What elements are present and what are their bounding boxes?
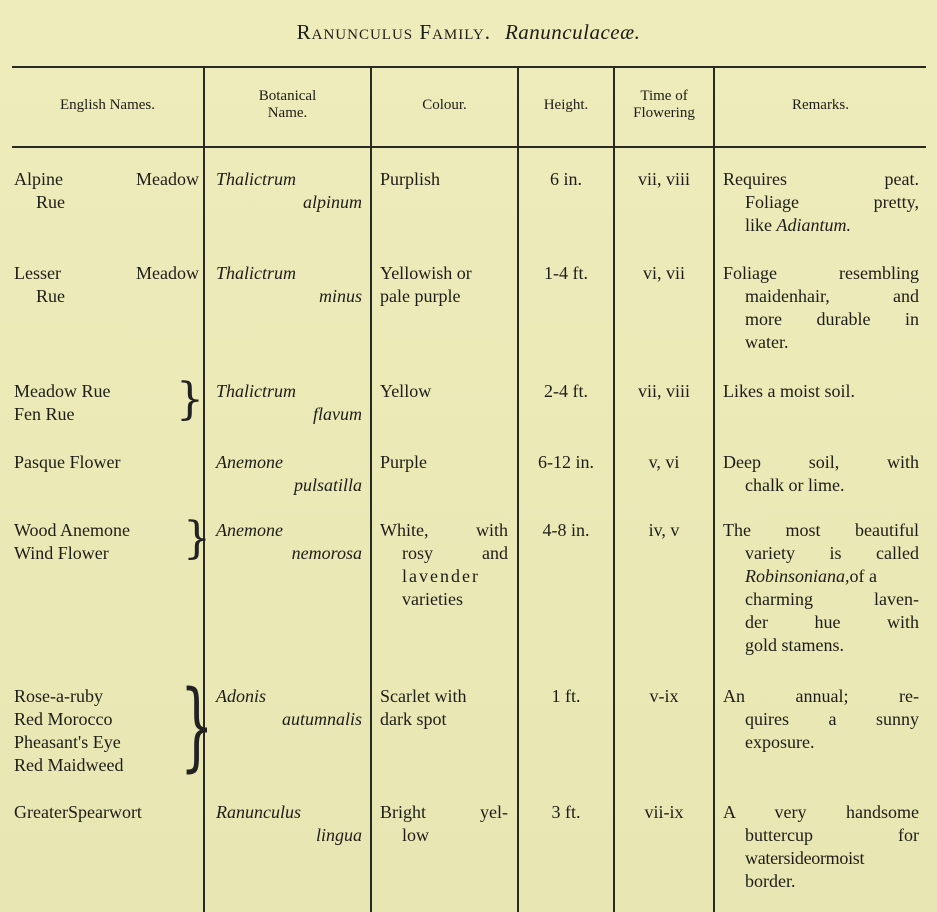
colour-line: low [402, 825, 429, 845]
remarks-line: water. [745, 332, 789, 352]
remarks-line: buttercup for [745, 825, 919, 845]
cell-remarks [723, 451, 919, 497]
cell-english [14, 519, 189, 565]
cell-colour [380, 801, 508, 847]
remarks-line: gold stamens. [745, 635, 844, 655]
remarks-line [723, 565, 919, 588]
header-remarks-text: Remarks. [791, 97, 850, 113]
remarks-line [723, 214, 919, 237]
flowering-value: v, vi [648, 452, 680, 472]
cell-remarks [723, 801, 919, 893]
height-value: 1-4 ft. [544, 263, 588, 283]
header-botanical-line: Botanical [258, 88, 317, 104]
colour-line: varieties [402, 589, 463, 609]
colour-line: Yellowish or [380, 263, 472, 283]
brace-icon: } [176, 374, 204, 425]
english-line: Rue [36, 286, 65, 306]
flowering-value: vii, viii [637, 169, 690, 189]
cell-english [14, 262, 199, 308]
colour-line: lavender [402, 566, 480, 586]
header-flowering-line: Time of [640, 88, 688, 104]
botanical-line: flavum [313, 404, 362, 424]
column-divider [203, 67, 205, 912]
botanical-line: Ranunculus [216, 802, 301, 822]
flowering-value: vi, vii [642, 263, 685, 283]
remarks-line: border. [745, 871, 796, 891]
english-line: Alpine Meadow [14, 169, 199, 189]
cell-botanical [216, 685, 362, 731]
cell-height [519, 451, 613, 474]
english-line: Lesser Meadow [14, 263, 199, 283]
remarks-line: exposure. [745, 732, 815, 752]
botanical-line: autumnalis [281, 709, 362, 729]
remarks-line: Foliage pretty, [745, 192, 919, 212]
header-colour-text: Colour. [422, 97, 467, 113]
flowering-value: vii, viii [637, 381, 690, 401]
colour-line: Scarlet with [380, 686, 467, 706]
remarks-line: quires a sunny [745, 709, 919, 729]
remarks-line: chalk or lime. [745, 475, 845, 495]
title-latin: Ranunculaceæ. [504, 20, 641, 44]
cell-botanical [216, 451, 362, 497]
english-line: Wind Flower [14, 543, 109, 563]
cell-remarks [723, 519, 919, 657]
header-colour [372, 97, 517, 114]
brace-icon: } [183, 513, 211, 564]
cell-height [519, 380, 613, 403]
column-divider [613, 67, 615, 912]
remarks-text: like [745, 215, 777, 235]
colour-line: dark spot [380, 709, 447, 729]
height-value: 2-4 ft. [544, 381, 588, 401]
column-divider [370, 67, 372, 912]
colour-line: Yellow [380, 381, 432, 401]
cell-flowering [615, 168, 713, 191]
colour-line: rosy and [402, 543, 508, 563]
cell-remarks [723, 262, 919, 354]
cell-english [14, 801, 206, 824]
cell-remarks [723, 380, 919, 403]
cell-botanical [216, 519, 362, 565]
height-value: 1 ft. [551, 686, 581, 706]
botanical-line: Adonis [216, 686, 267, 706]
header-flowering [615, 88, 713, 122]
english-line: Pasque Flower [14, 452, 121, 472]
cell-botanical [216, 380, 362, 426]
english-line: Rose-a-ruby [14, 686, 103, 706]
colour-line: pale purple [380, 286, 461, 306]
remarks-line: variety is called [745, 543, 919, 563]
remarks-line: The most beautiful [723, 520, 919, 540]
remarks-line: A very handsome [723, 802, 919, 822]
colour-line: Purple [380, 452, 427, 472]
botanical-line: pulsatilla [293, 475, 362, 495]
botanical-line: nemorosa [291, 543, 362, 563]
flowering-value: iv, v [648, 520, 680, 540]
english-line: Meadow Rue [14, 381, 111, 401]
height-value: 6-12 in. [538, 452, 594, 472]
header-height [519, 97, 613, 114]
english-line: Fen Rue [14, 404, 75, 424]
header-botanical-line: Name. [267, 105, 308, 121]
remarks-line: maidenhair, and [745, 286, 919, 306]
botanical-line: Anemone [216, 520, 283, 540]
flowering-value: v-ix [649, 686, 679, 706]
colour-line: Bright yel- [380, 802, 508, 822]
header-english [12, 97, 203, 114]
cell-height [519, 519, 613, 542]
remarks-line: Deep soil, with [723, 452, 919, 472]
botanical-line: Anemone [216, 452, 283, 472]
header-height-text: Height. [543, 97, 589, 113]
column-divider [713, 67, 715, 912]
cell-english [14, 451, 199, 474]
cell-flowering [615, 519, 713, 542]
colour-line: White, with [380, 520, 508, 540]
cell-height [519, 262, 613, 285]
cell-flowering [615, 685, 713, 708]
english-line: Wood Anemone [14, 520, 131, 540]
botanical-line: alpinum [302, 192, 362, 212]
cell-remarks [723, 168, 919, 237]
botanical-line: lingua [315, 825, 362, 845]
remarks-line: Requires peat. [723, 169, 919, 189]
header-english-text: English Names. [60, 97, 155, 113]
cell-flowering [615, 451, 713, 474]
cell-flowering [615, 801, 713, 824]
remarks-line: watersideormoist [745, 848, 865, 868]
flowering-value: vii-ix [644, 802, 684, 822]
cell-height [519, 168, 613, 191]
height-value: 3 ft. [551, 802, 581, 822]
cell-colour [380, 519, 508, 611]
cell-colour [380, 685, 514, 731]
cell-flowering [615, 380, 713, 403]
remarks-line: Foliage resembling [723, 263, 919, 283]
cell-english [14, 168, 199, 214]
remarks-line: more durable in [745, 309, 919, 329]
remarks-italic: Adiantum. [776, 215, 851, 235]
page-title [0, 20, 937, 45]
header-bottom-rule [12, 146, 926, 148]
botanical-line: minus [318, 286, 362, 306]
remarks-line: charming laven- [745, 589, 919, 609]
english-line: Red Morocco [14, 709, 113, 729]
header-botanical [205, 88, 370, 122]
cell-height [519, 801, 613, 824]
remarks-line: Likes a moist soil. [723, 381, 855, 401]
cell-colour [380, 451, 514, 474]
cell-botanical [216, 168, 362, 214]
remarks-line: der hue with [745, 612, 919, 632]
cell-colour [380, 380, 514, 403]
cell-flowering [615, 262, 713, 285]
cell-botanical [216, 801, 362, 847]
header-remarks [715, 97, 926, 114]
remarks-italic: Robinsoniana, [745, 566, 850, 586]
cell-english [14, 380, 179, 426]
botanical-line: Thalictrum [216, 263, 297, 283]
english-line: Pheasant's Eye [14, 732, 121, 752]
cell-height [519, 685, 613, 708]
botanical-line: Thalictrum [216, 381, 297, 401]
cell-botanical [216, 262, 362, 308]
cell-colour [380, 168, 514, 191]
remarks-line: An annual; re- [723, 686, 919, 706]
english-line: GreaterSpearwort [14, 802, 142, 822]
table-top-rule [12, 66, 926, 68]
title-family: Ranunculus Family. [296, 20, 491, 44]
cell-english [14, 685, 189, 777]
english-line: Red Maidweed [14, 755, 124, 775]
cell-colour [380, 262, 516, 308]
botanical-line: Thalictrum [216, 169, 297, 189]
header-flowering-line: Flowering [633, 105, 695, 121]
english-line: Rue [36, 192, 65, 212]
cell-remarks [723, 685, 919, 754]
height-value: 4-8 in. [542, 520, 590, 540]
height-value: 6 in. [549, 169, 582, 189]
brace-icon: } [180, 670, 214, 782]
column-divider [517, 67, 519, 912]
remarks-text: of a [849, 566, 877, 586]
colour-line: Purplish [380, 169, 441, 189]
